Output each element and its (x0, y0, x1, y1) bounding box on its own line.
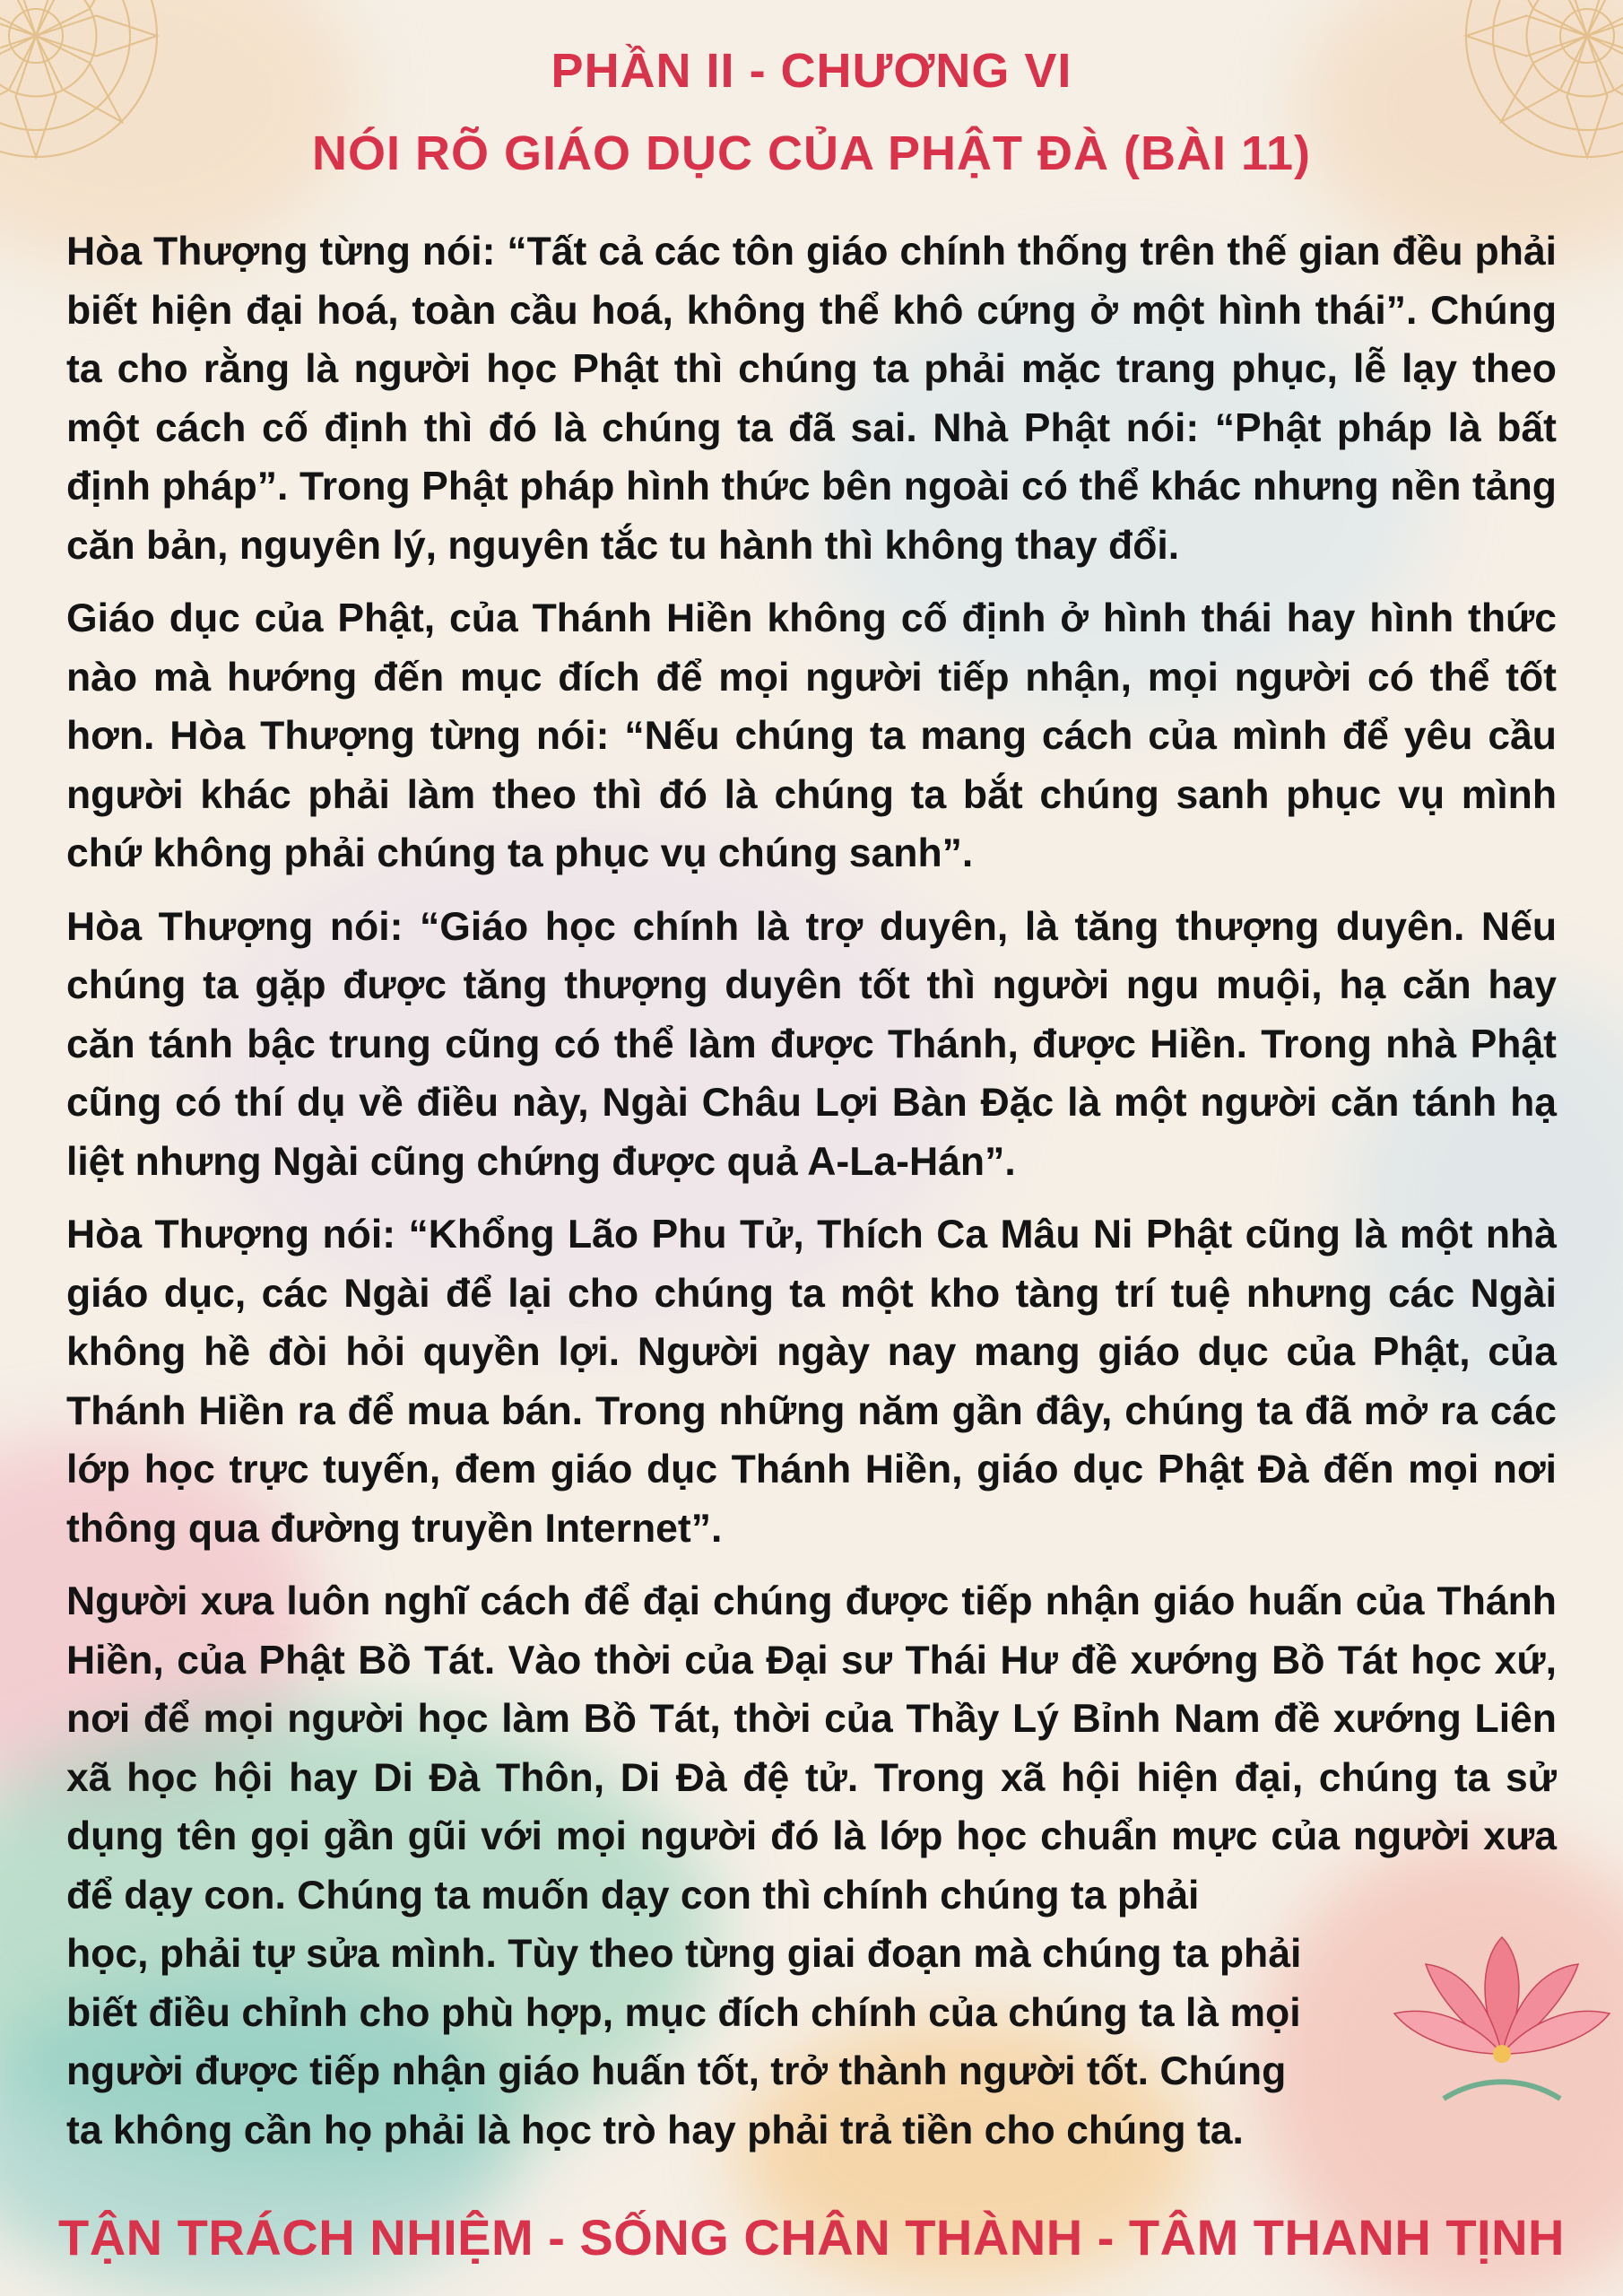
paragraph-5-line: học, phải tự sửa mình. Tùy theo từng giai đoạn mà chúng ta phải (66, 1932, 1302, 1976)
footer-motto: TẬN TRÁCH NHIỆM - SỐNG CHÂN THÀNH - TÂM THANH TỊNH (58, 2209, 1565, 2266)
paragraph-1: Hòa Thượng từng nói: “Tất cả các tôn giáo chính thống trên thế gian đều phải biết hiện đại hoá, toàn cầu hoá, không thể khô cứng ở một hình thái”. Chúng ta cho rằng là người học Phật thì chúng ta phải mặc trang phục, lễ lạy theo một cách cố định thì đó là chúng ta đã sai. Nhà Phật nói: “Phật pháp là bất định pháp”. Trong Phật pháp hình thức bên ngoài có thể khác nhưng nền tảng căn bản, nguyên lý, nguyên tắc tu hành thì không thay đổi. (66, 230, 1557, 568)
lesson-title-heading: NÓI RÕ GIÁO DỤC CỦA PHẬT ĐÀ (BÀI 11) (311, 126, 1312, 180)
paragraph-5-line: người được tiếp nhận giáo huấn tốt, trở thành người tốt. Chúng (66, 2049, 1287, 2093)
paragraph-2: Giáo dục của Phật, của Thánh Hiền không cố định ở hình thái hay hình thức nào mà hướng đến mục đích để mọi người tiếp nhận, mọi người có thể tốt hơn. Hòa Thượng từng nói: “Nếu chúng ta mang cách của mình để yêu cầu người khác phải làm theo thì đó là chúng ta bắt chúng sanh phục vụ mình chứ không phải chúng ta phục vụ chúng sanh”. (66, 596, 1557, 875)
paragraph-5-line: ta không cần họ phải là học trò hay phải trả tiền cho chúng ta. (66, 2108, 1244, 2152)
paragraph-3: Hòa Thượng nói: “Giáo học chính là trợ duyên, là tăng thượng duyên. Nếu chúng ta gặp được tăng thượng duyên tốt thì người ngu muội, hạ căn hay căn tánh bậc trung cũng có thể làm được Thánh, được Hiền. Trong nhà Phật cũng có thí dụ về điều này, Ngài Châu Lợi Bàn Đặc là một người căn tánh hạ liệt nhưng Ngài cũng chứng được quả A-La-Hán”. (66, 904, 1557, 1184)
paragraph-5 (66, 1572, 1557, 2160)
paragraph-5-justified-part: Người xưa luôn nghĩ cách để đại chúng được tiếp nhận giáo huấn của Thánh Hiền, của Phật Bồ Tát. Vào thời của Đại sư Thái Hư đề xướng Bồ Tát học xứ, nơi để mọi người học làm Bồ Tát, thời của Thầy Lý Bỉnh Nam đề xướng Liên xã học hội hay Di Đà Thôn, Di Đà đệ tử. Trong xã hội hiện đại, chúng ta sử dụng tên gọi gần gũi với mọi người đó là lớp học chuẩn mực của người xưa để dạy con. Chúng ta muốn dạy con thì chính chúng ta phải (66, 1579, 1557, 1918)
article-body (66, 222, 1557, 2160)
paragraph-4: Hòa Thượng nói: “Khổng Lão Phu Tử, Thích Ca Mâu Ni Phật cũng là một nhà giáo dục, các Ngài để lại cho chúng ta một kho tàng trí tuệ nhưng các Ngài không hề đòi hỏi quyền lợi. Người ngày nay mang giáo dục của Phật, của Thánh Hiền ra để mua bán. Trong những năm gần đây, chúng ta đã mở ra các lớp học trực tuyến, đem giáo dục Thánh Hiền, giáo dục Phật Đà đến mọi nơi thông qua đường truyền Internet”. (66, 1213, 1557, 1551)
part-chapter-heading: PHẦN II - CHƯƠNG VI (551, 44, 1072, 98)
paragraph-5-line: biết điều chỉnh cho phù hợp, mục đích chính của chúng ta là mọi (66, 1990, 1301, 2035)
